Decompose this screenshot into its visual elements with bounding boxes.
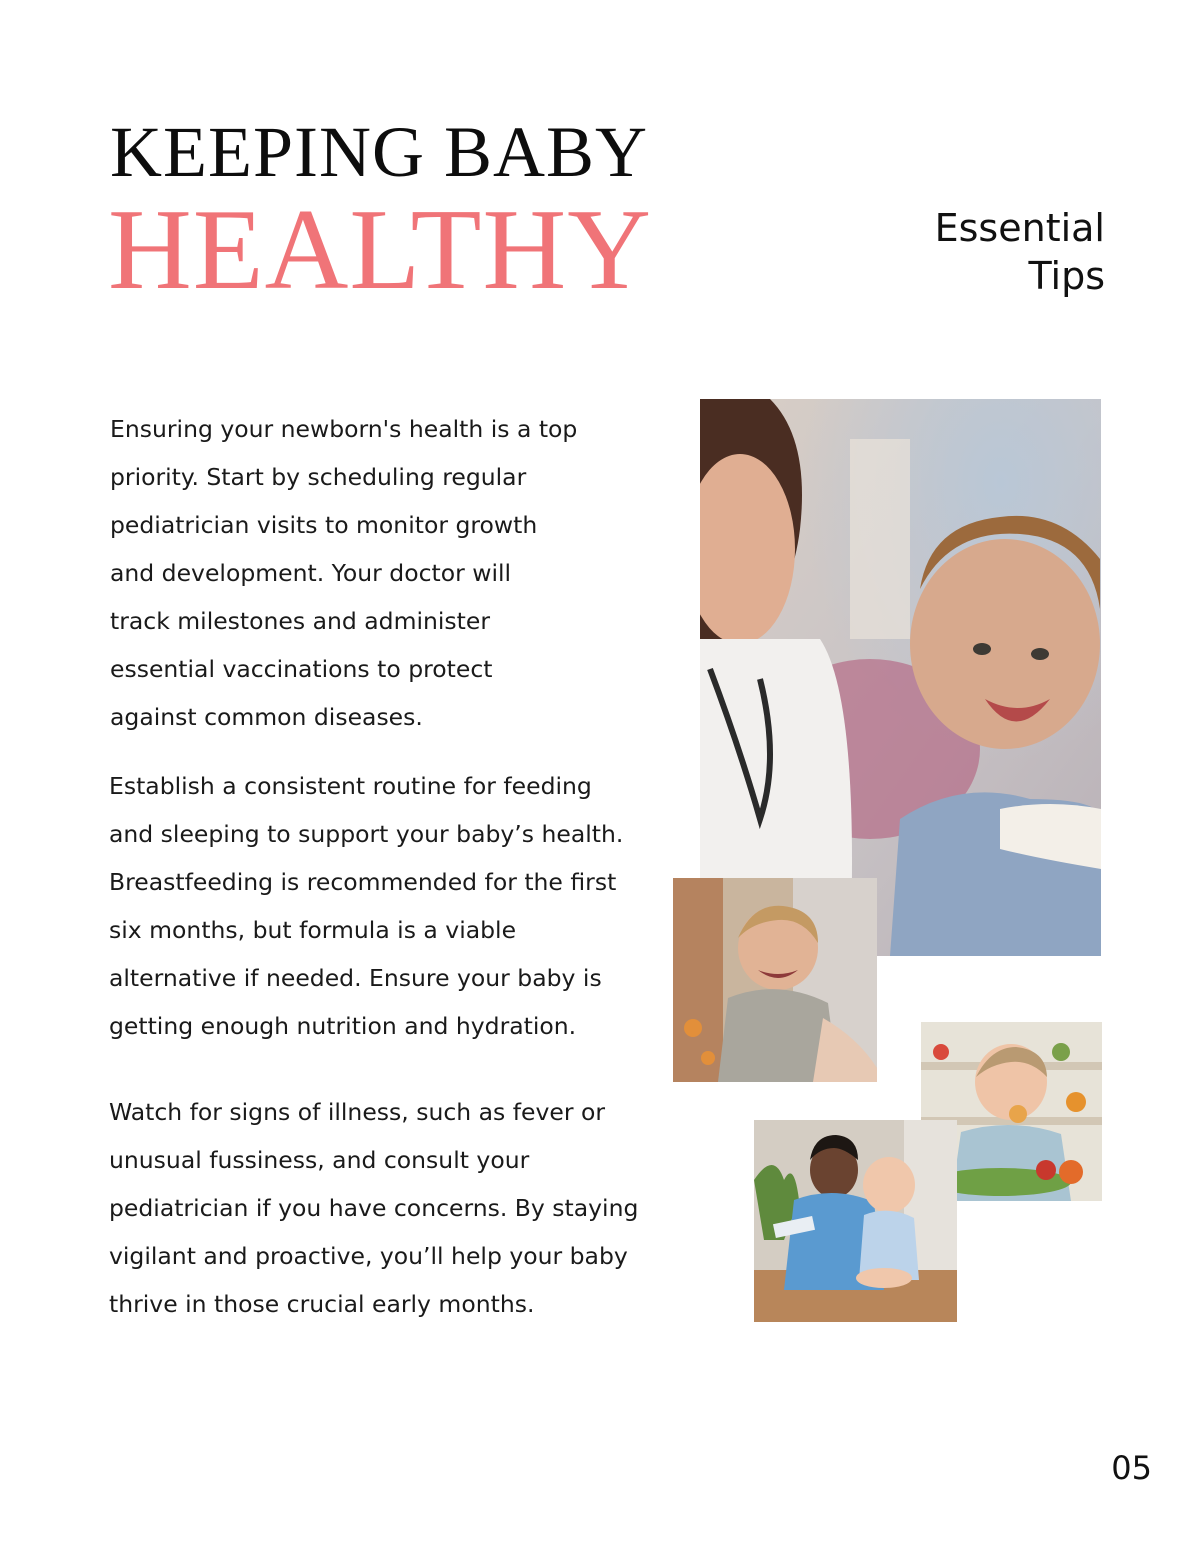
page-number: 05 — [1111, 1449, 1152, 1487]
paragraph-line: six months, but formula is a viable — [109, 916, 517, 944]
paragraph-line: essential vaccinations to protect — [110, 655, 493, 683]
paragraph-routine — [109, 762, 623, 1050]
paragraph-line: track milestones and administer — [110, 607, 491, 635]
paragraph-line: Watch for signs of illness, such as fever or — [109, 1098, 606, 1126]
baby-at-clinic-photo — [673, 878, 877, 1082]
paragraph-line: and sleeping to support your baby’s health. — [109, 820, 624, 848]
paragraph-line: and development. Your doctor will — [110, 559, 512, 587]
subtitle-line-2: Tips — [1028, 254, 1105, 298]
paragraph-line: against common diseases. — [110, 703, 423, 731]
paragraph-checkups — [110, 405, 577, 741]
title-line-1: KEEPING BABY — [110, 112, 649, 192]
paragraph-line: Breastfeeding is recommended for the first — [109, 868, 617, 896]
paragraph-line: getting enough nutrition and hydration. — [109, 1012, 577, 1040]
subtitle-line-1: Essential — [934, 206, 1105, 250]
title-line-2-accent: HEALTHY — [108, 186, 653, 314]
father-with-baby-photo — [754, 1120, 957, 1322]
paragraph-line: thrive in those crucial early months. — [109, 1290, 535, 1318]
doctor-with-baby-photo — [700, 399, 1101, 956]
paragraph-line: unusual fussiness, and consult your — [109, 1146, 530, 1174]
paragraph-line: alternative if needed. Ensure your baby is — [109, 964, 602, 992]
paragraph-line: Ensuring your newborn's health is a top — [110, 415, 578, 443]
paragraph-illness — [109, 1088, 638, 1328]
paragraph-line: priority. Start by scheduling regular — [110, 463, 527, 491]
subtitle — [935, 204, 1105, 300]
paragraph-line: vigilant and proactive, you’ll help your baby — [109, 1242, 628, 1270]
paragraph-line: pediatrician if you have concerns. By staying — [109, 1194, 639, 1222]
paragraph-line: Establish a consistent routine for feeding — [109, 772, 592, 800]
paragraph-line: pediatrician visits to monitor growth — [110, 511, 538, 539]
